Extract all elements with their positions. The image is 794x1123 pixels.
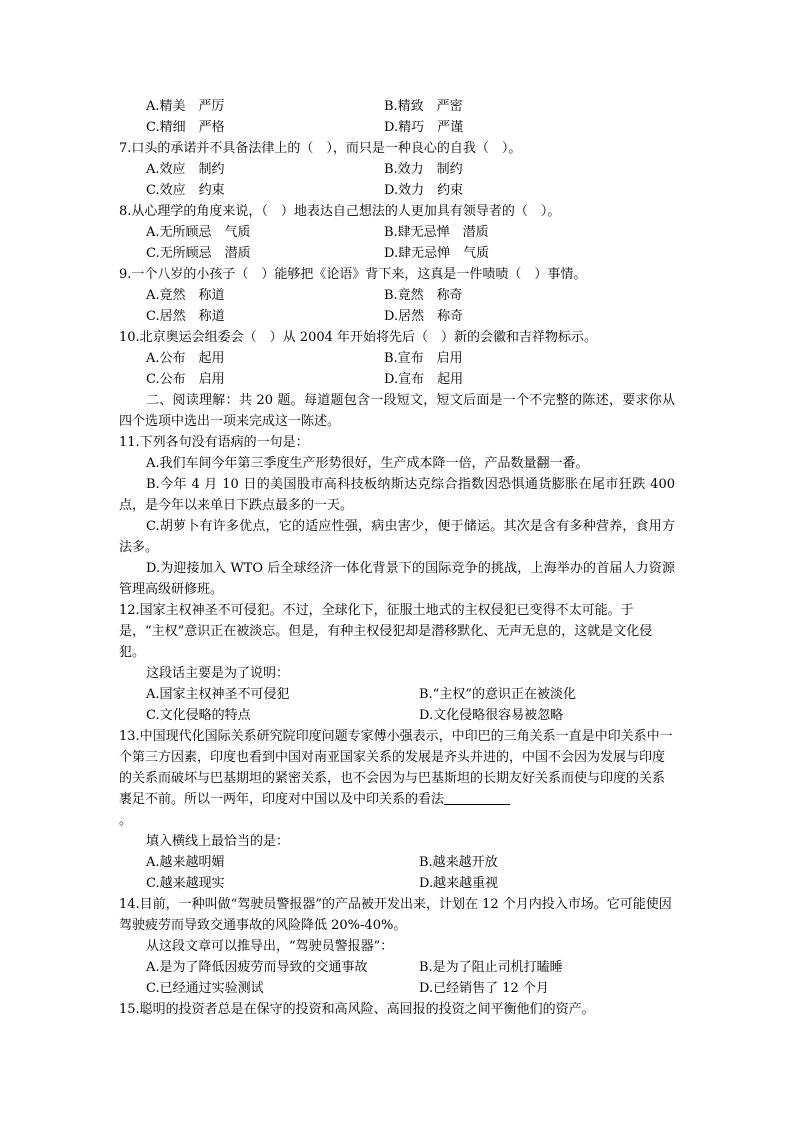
q10-option-a: A.公布 起用 [146,351,225,366]
q13-stem: 13.中国现代化国际关系研究院印度问题专家傅小强表示，中印巴的三角关系一直是中印关系中一个第三方因素，印度也看到中国对南亚国家关系的发展是齐头并进的，中国不会因为发展与印度的关系而破坏与巴基期坦的紧密关系，也不会因为与巴基斯坦的长期友好关系而使与印度的关系裹足不前。所以一两年，印度对中国以及中印关系的看法 [119,729,673,807]
q11-option-c: C.胡萝卜有许多优点，它的适应性强，病虫害少，便于储运。其次是含有多种营养，食用方法多。 [119,519,675,555]
q12-option-b: B.“主权”的意识正在被淡化 [419,687,576,702]
q6-option-a: A.精美 严厉 [146,99,225,114]
q7-option-a: A.效应 制约 [146,162,225,177]
q13-prompt: 填入横线上最恰当的是： [146,834,290,849]
q13-stem-paragraph [119,726,675,831]
q9-option-c: C.居然 称道 [146,309,225,324]
q13-end: 。 [119,813,133,828]
q7-options [119,159,675,201]
q10-stem: 10.北京奥运会组委会（ ）从 2004 年开始将先后（ ）新的会徽和吉祥物标示。 [119,330,598,345]
q8-options [119,222,675,264]
q10-option-c: C.公布 启用 [146,372,225,387]
q14-option-c: C.已经通过实验测试 [146,981,264,996]
q9-options [119,285,675,327]
q14-option-d: D.已经销售了 12 个月 [419,981,549,996]
section2-intro: 二、阅读理解：共 20 题。每道题包含一段短文，短文后面是一个不完整的陈述，要求你从四个选项中选出一项来完成这一陈述。 [119,393,675,429]
q14-option-a: A.是为了降低因疲劳而导致的交通事故 [146,960,368,975]
q12-option-d: D.文化侵略很容易被忽略 [419,708,564,723]
q14-options [119,957,675,999]
q7-option-b: B.效力 制约 [384,162,463,177]
q8-option-d: D.肆无忌惮 气质 [384,246,490,261]
q8-option-c: C.无所顾忌 潜质 [146,246,251,261]
q13-fill-blank [444,790,510,805]
q12-options [119,684,675,726]
document-page [119,96,675,1020]
q15-stem: 15.聪明的投资者总是在保守的投资和高风险、高回报的投资之间平衡他们的资产。 [119,1002,595,1017]
q7-option-c: C.效应 约束 [146,183,225,198]
q9-option-b: B.竟然 称奇 [384,288,463,303]
q6-options [119,96,675,138]
q14-stem: 14.目前，一种叫做“驾驶员警报器”的产品被开发出来，计划在 12 个月内投入市场。它可能使因驾驶疲劳而导致交通事故的风险降低 20%-40%。 [119,897,672,933]
q11-stem: 11.下列各句没有语病的一句是： [119,435,309,450]
q11-option-b: B.今年 4 月 10 日的美国股市高科技板纳斯达克综合指数因恐惧通货膨胀在尾市狂跌 400 点，是今年以来单日下跌点最多的一天。 [119,477,675,513]
q6-option-b: B.精致 严密 [384,99,463,114]
q12-option-c: C.文化侵略的特点 [146,708,251,723]
q13-option-c: C.越来越现实 [146,876,225,891]
q9-option-d: D.居然 称奇 [384,309,464,324]
q10-option-b: B.宣布 启用 [384,351,463,366]
q12-option-a: A.国家主权神圣不可侵犯 [146,687,290,702]
q8-stem: 8.从心理学的角度来说，（ ）地表达自己想法的人更加具有领导者的（ ）。 [119,204,561,219]
q14-option-b: B.是为了阻止司机打瞌睡 [419,960,563,975]
q10-option-d: D.宣布 起用 [384,372,464,387]
q13-option-b: B.越来越开放 [419,855,498,870]
q8-option-a: A.无所顾忌 气质 [146,225,251,240]
q9-stem: 9.一个八岁的小孩子（ ）能够把《论语》背下来，这真是一件啧啧（ ）事情。 [119,267,587,282]
q7-option-d: D.效力 约束 [384,183,464,198]
q9-option-a: A.竟然 称道 [146,288,225,303]
q12-stem: 12.国家主权神圣不可侵犯。不过，全球化下，征服土地式的主权侵犯已变得不太可能。于是，“主权”意识正在被淡忘。但是，有种主权侵犯却是潜移默化、无声无息的，这就是文化侵犯。 [119,603,653,660]
q6-option-d: D.精巧 严谨 [384,120,464,135]
q14-prompt: 从这段文章可以推导出，“驾驶员警报器”： [146,939,394,954]
q13-options [119,852,675,894]
q10-options [119,348,675,390]
q12-prompt: 这段话主要是为了说明： [146,666,290,681]
q11-option-d: D.为迎接加入 WTO 后全球经济一体化背景下的国际竞争的挑战，上海举办的首届人力资源管理高级研修班。 [119,561,675,597]
q8-option-b: B.肆无忌惮 潜质 [384,225,489,240]
q11-option-a: A.我们车间今年第三季度生产形势很好，生产成本降一倍，产品数量翻一番。 [146,456,589,471]
q13-option-a: A.越来越明媚 [146,855,225,870]
q13-option-d: D.越来越重视 [419,876,499,891]
q6-option-c: C.精细 严格 [146,120,225,135]
q7-stem: 7.口头的承诺并不具备法律上的（ ），而只是一种良心的自我（ ）。 [119,141,522,156]
